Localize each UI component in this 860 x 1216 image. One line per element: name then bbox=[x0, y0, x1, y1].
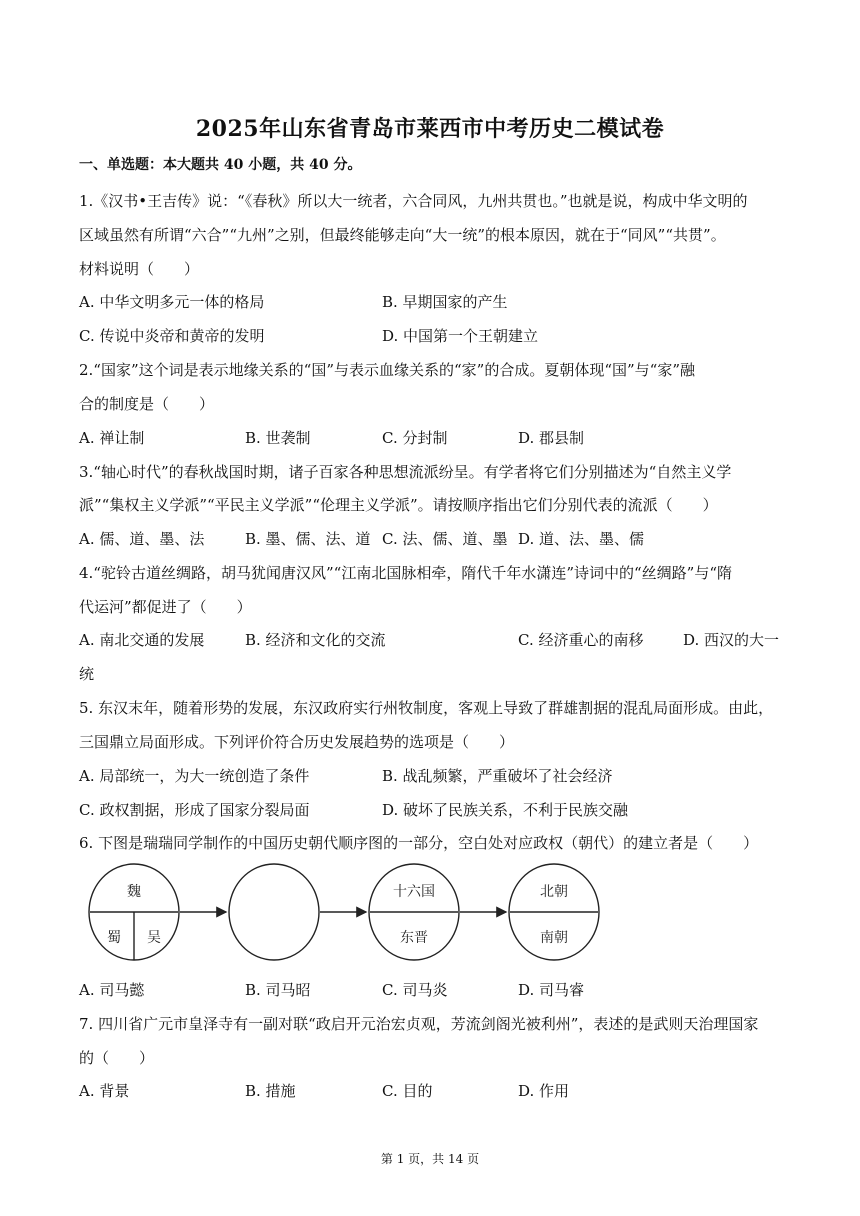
question-4-option-d[interactable]: D. 西汉的大一 bbox=[683, 631, 780, 649]
question-2-option-c[interactable]: C. 分封制 bbox=[382, 429, 448, 447]
label-northern-dynasties: 北朝 bbox=[540, 884, 568, 900]
question-1-option-a[interactable]: A. 中华文明多元一体的格局 bbox=[79, 293, 265, 311]
question-6-option-a[interactable]: A. 司马懿 bbox=[79, 981, 145, 999]
question-3-option-c[interactable]: C. 法、儒、道、墨 bbox=[382, 530, 508, 548]
question-3-option-d[interactable]: D. 道、法、墨、儒 bbox=[518, 530, 645, 548]
question-5-line-2: 三国鼎立局面形成。下列评价符合历史发展趋势的选项是（ ） bbox=[79, 733, 515, 751]
label-wu: 吴 bbox=[147, 930, 161, 946]
question-2-line-1: 2.“国家”这个词是表示地缘关系的“国”与表示血缘关系的“家”的合成。夏朝体现“国”与“家”融 bbox=[79, 361, 695, 379]
question-5-option-b[interactable]: B. 战乱频繁，严重破坏了社会经济 bbox=[382, 767, 613, 785]
question-4-option-c[interactable]: C. 经济重心的南移 bbox=[518, 631, 644, 649]
question-7-option-a[interactable]: A. 背景 bbox=[79, 1082, 130, 1100]
question-3-line-1: 3.“轴心时代”的春秋战国时期，诸子百家各种思想流派纷呈。有学者将它们分别描述为“自然主义学 bbox=[79, 463, 732, 481]
question-6-option-b[interactable]: B. 司马昭 bbox=[245, 981, 311, 999]
question-2-line-2: 合的制度是（ ） bbox=[79, 395, 215, 413]
question-7-option-c[interactable]: C. 目的 bbox=[382, 1082, 433, 1100]
circle-blank bbox=[229, 864, 319, 960]
question-6-option-d[interactable]: D. 司马睿 bbox=[518, 981, 585, 999]
question-2-option-b[interactable]: B. 世袭制 bbox=[245, 429, 311, 447]
question-5-line-1: 5. 东汉末年，随着形势的发展，东汉政府实行州牧制度，客观上导致了群雄割据的混乱局面形成。由此， bbox=[79, 699, 774, 717]
question-4-option-d-wrap: 统 bbox=[79, 665, 95, 683]
label-eastern-jin: 东晋 bbox=[400, 930, 428, 946]
question-1-line-3: 材料说明（ ） bbox=[79, 260, 200, 278]
page-footer: 第 1 页，共 14 页 bbox=[380, 1152, 480, 1166]
dynasty-sequence-diagram bbox=[88, 860, 608, 970]
question-2-option-d[interactable]: D. 郡县制 bbox=[518, 429, 585, 447]
question-6-line-1: 6. 下图是瑞瑞同学制作的中国历史朝代顺序图的一部分，空白处对应政权（朝代）的建立者是（ ） bbox=[79, 834, 759, 852]
label-sixteen-kingdoms: 十六国 bbox=[393, 884, 435, 900]
question-3-line-2: 派”“集权主义学派”“平民主义学派”“伦理主义学派”。请按顺序指出它们分别代表的流派（ ） bbox=[79, 496, 718, 514]
question-6-option-c[interactable]: C. 司马炎 bbox=[382, 981, 448, 999]
question-1-option-d[interactable]: D. 中国第一个王朝建立 bbox=[382, 327, 539, 345]
question-1-line-1: 1.《汉书•王吉传》说：“《春秋》所以大一统者，六合同风，九州共贯也。”也就是说，构成中华文明的 bbox=[79, 192, 748, 210]
question-5-option-c[interactable]: C. 政权割据，形成了国家分裂局面 bbox=[79, 801, 310, 819]
question-1-option-b[interactable]: B. 早期国家的产生 bbox=[382, 293, 508, 311]
question-4-line-1: 4.“驼铃古道丝绸路，胡马犹闻唐汉风”“江南北国脉相牵，隋代千年水潇连”诗词中的“丝绸路”与“隋 bbox=[79, 564, 732, 582]
label-wei: 魏 bbox=[127, 884, 141, 900]
question-4-option-a[interactable]: A. 南北交通的发展 bbox=[79, 631, 205, 649]
question-4-line-2: 代运河”都促进了（ ） bbox=[79, 598, 252, 616]
question-2-option-a[interactable]: A. 禅让制 bbox=[79, 429, 145, 447]
question-7-option-b[interactable]: B. 措施 bbox=[245, 1082, 296, 1100]
page-title: 2025年山东省青岛市莱西市中考历史二模试卷 bbox=[195, 116, 665, 142]
question-7-line-2: 的（ ） bbox=[79, 1049, 155, 1067]
section-heading: 一、单选题：本大题共 40 小题，共 40 分。 bbox=[79, 157, 362, 173]
question-7-line-1: 7. 四川省广元市皇泽寺有一副对联“政启开元治宏贞观，芳流剑阁光被利州”，表述的是武则天治理国家 bbox=[79, 1015, 759, 1033]
question-7-option-d[interactable]: D. 作用 bbox=[518, 1082, 570, 1100]
question-1-line-2: 区域虽然有所谓“六合”“九州”之别，但最终能够走向“大一统”的根本原因，就在于“同风”“共贯”。 bbox=[79, 226, 726, 244]
question-5-option-d[interactable]: D. 破坏了民族关系，不利于民族交融 bbox=[382, 801, 629, 819]
question-4-option-b[interactable]: B. 经济和文化的交流 bbox=[245, 631, 386, 649]
label-southern-dynasties: 南朝 bbox=[540, 930, 568, 946]
question-5-option-a[interactable]: A. 局部统一，为大一统创造了条件 bbox=[79, 767, 310, 785]
question-3-option-b[interactable]: B. 墨、儒、法、道 bbox=[245, 530, 371, 548]
label-shu: 蜀 bbox=[107, 930, 121, 946]
question-1-option-c[interactable]: C. 传说中炎帝和黄帝的发明 bbox=[79, 327, 265, 345]
question-3-option-a[interactable]: A. 儒、道、墨、法 bbox=[79, 530, 205, 548]
